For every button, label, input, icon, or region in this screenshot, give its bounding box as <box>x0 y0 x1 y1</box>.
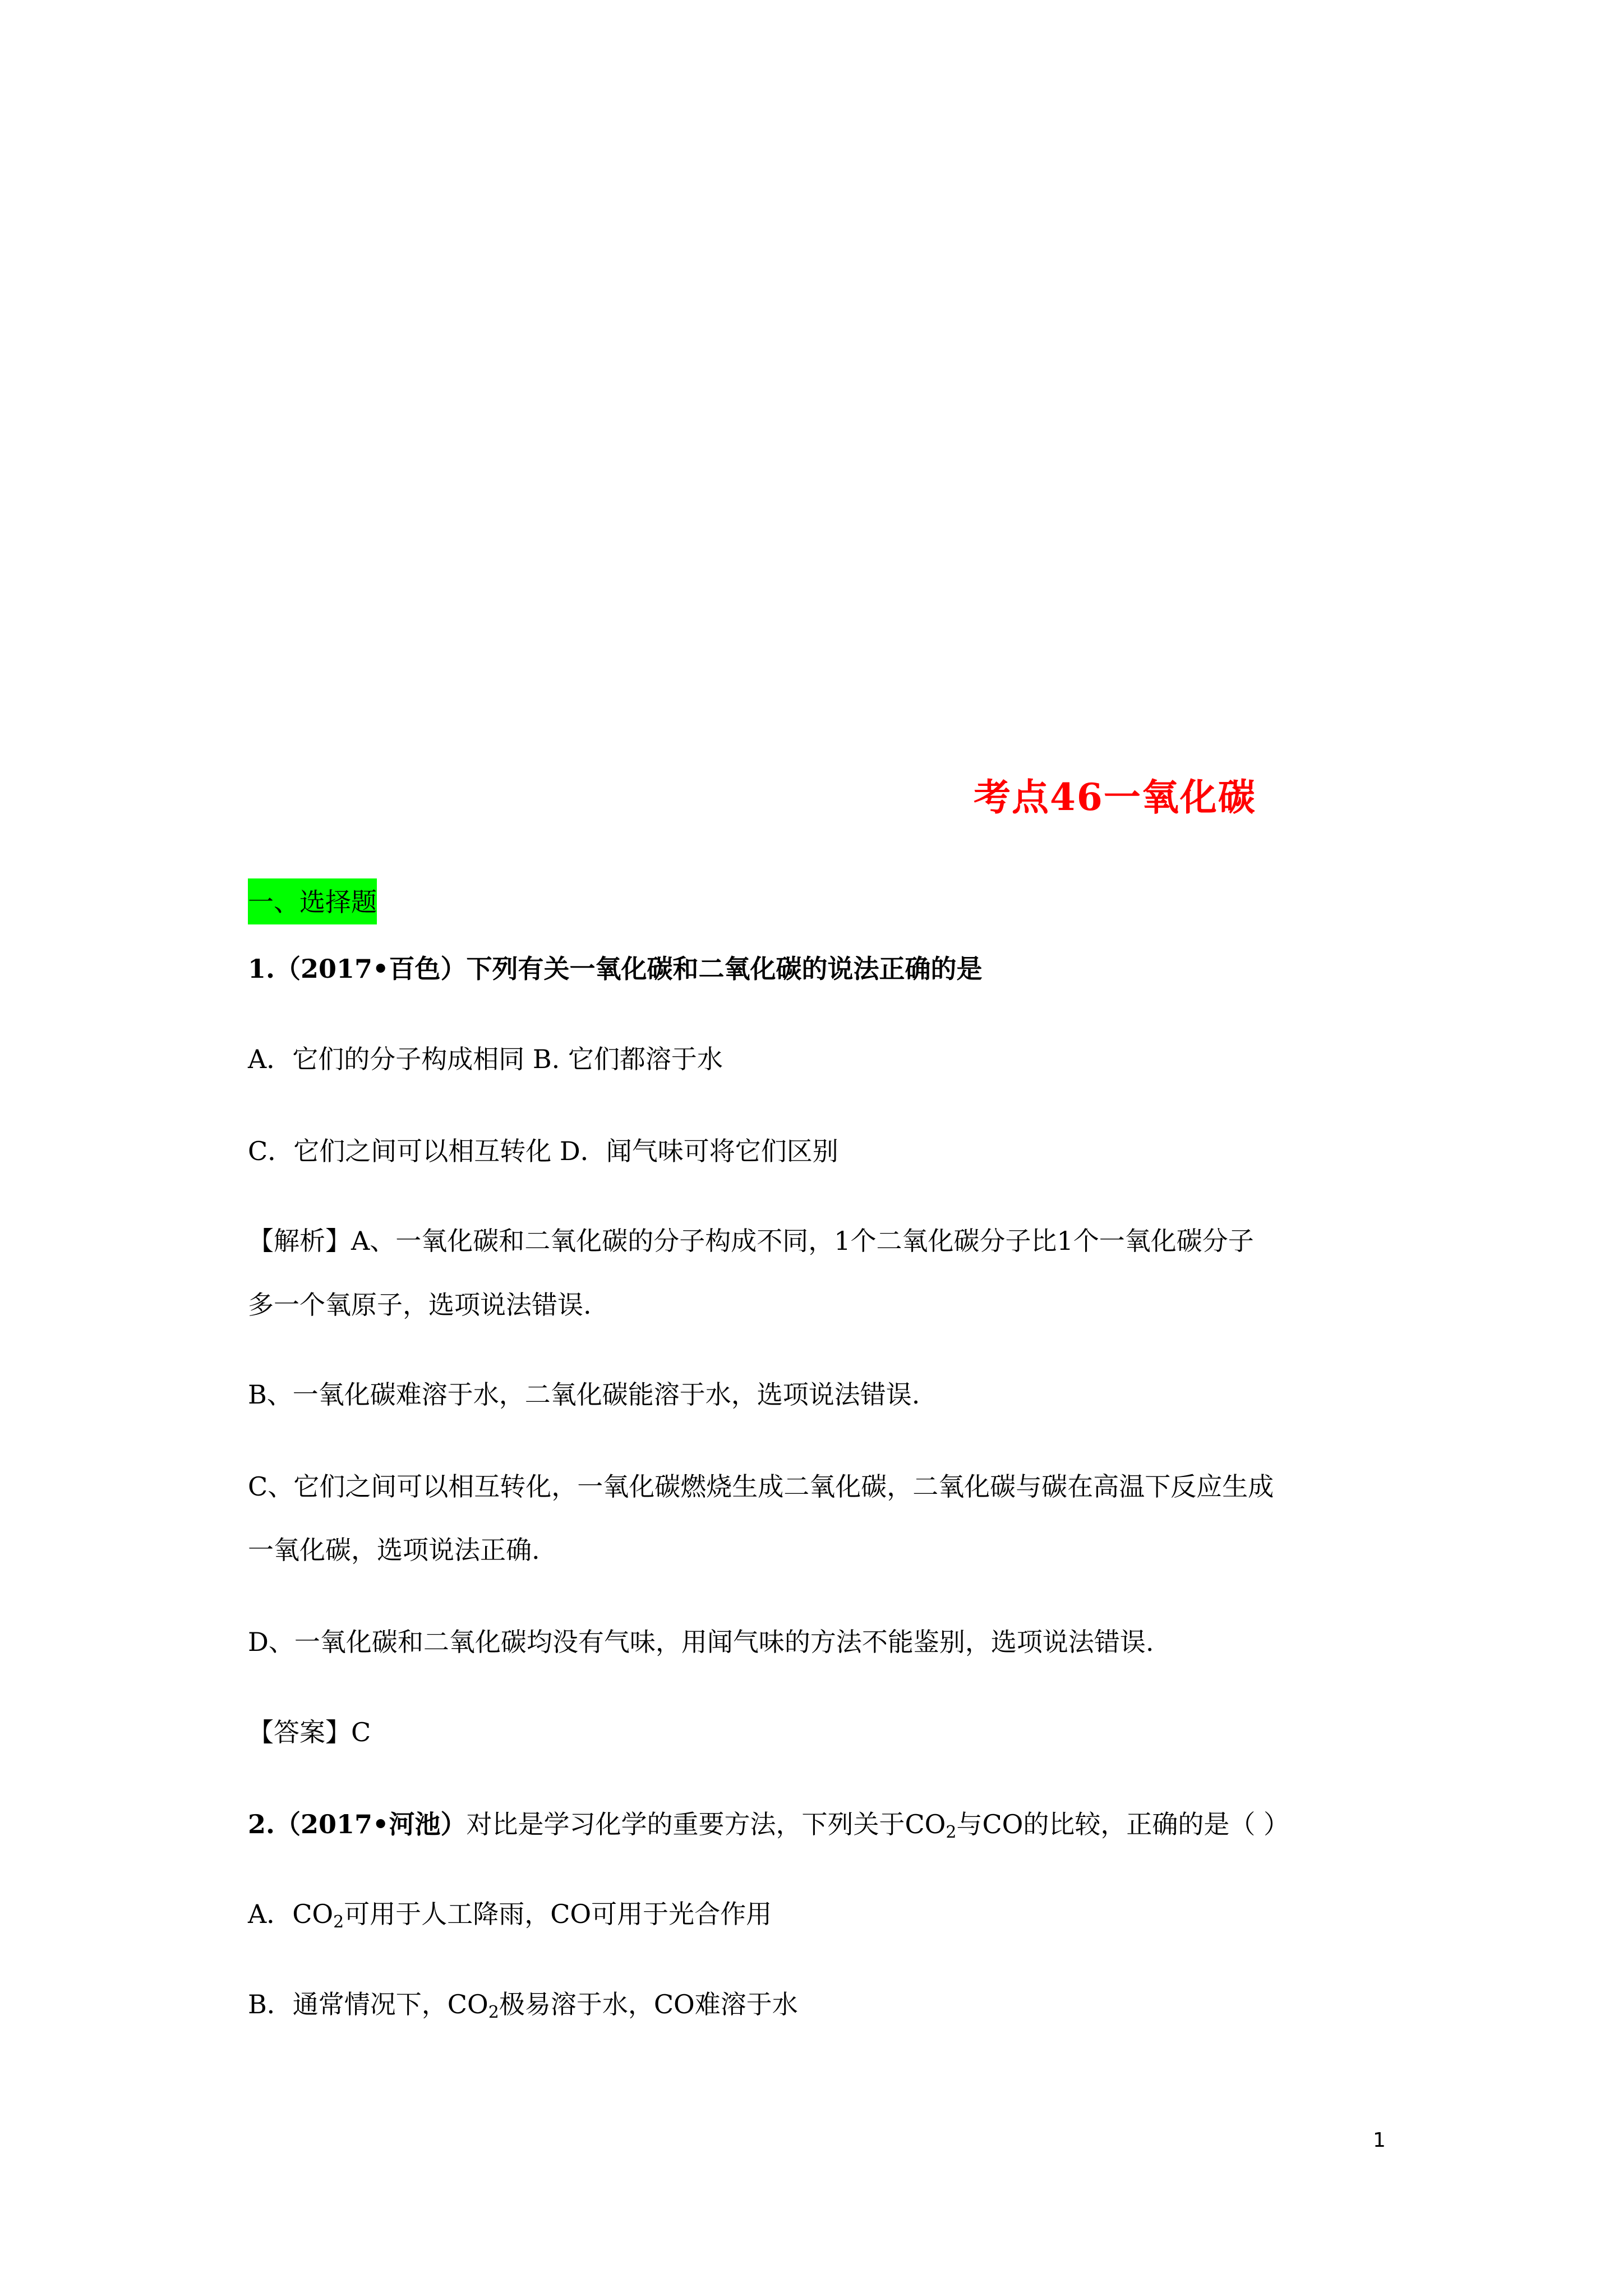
analysis-line-3: B、一氧化碳难溶于水，二氧化碳能溶于水，选项说法错误. <box>248 1379 920 1410</box>
question-text-part-2: 与CO的比较，正确的是（ ） <box>956 1809 1290 1839</box>
question-1-options-ab: A．它们的分子构成相同 B. 它们都溶于水 <box>248 1044 723 1074</box>
option-b-part-2: 极易溶于水，CO难溶于水 <box>499 1989 798 2019</box>
question-number: 1. <box>248 954 275 984</box>
question-source: （2017•河池） <box>275 1809 467 1839</box>
subscript: 2 <box>333 1912 344 1932</box>
question-2-stem <box>248 1807 1289 1841</box>
section-heading: 一、选择题 <box>248 878 377 924</box>
question-number: 2. <box>248 1809 275 1839</box>
analysis-line-1: 【解析】A、一氧化碳和二氧化碳的分子构成不同，1个二氧化碳分子比1个一氧化碳分子 <box>248 1226 1254 1256</box>
subscript: 2 <box>488 2003 499 2022</box>
question-2-option-a <box>248 1897 772 1931</box>
page-number: 1 <box>1373 2129 1386 2152</box>
question-1-stem <box>248 952 982 986</box>
question-text-part-1: 对比是学习化学的重要方法，下列关于CO <box>466 1809 946 1839</box>
option-b-part-1: B．通常情况下，CO <box>248 1989 488 2019</box>
question-1-options-cd: C．它们之间可以相互转化 D．闻气味可将它们区别 <box>248 1136 838 1166</box>
analysis-line-5: 一氧化碳，选项说法正确. <box>248 1535 540 1565</box>
document-title: 考点46一氧化碳 <box>974 775 1256 819</box>
option-a-part-2: 可用于人工降雨，CO可用于光合作用 <box>344 1899 772 1929</box>
question-2-option-b <box>248 1987 798 2021</box>
subscript: 2 <box>946 1823 957 1842</box>
analysis-line-2: 多一个氧原子，选项说法错误. <box>248 1290 592 1320</box>
option-a-part-1: A．CO <box>248 1899 334 1929</box>
analysis-line-6: D、一氧化碳和二氧化碳均没有气味，用闻气味的方法不能鉴别，选项说法错误. <box>248 1627 1154 1657</box>
question-source: （2017•百色） <box>275 954 467 984</box>
question-text: 下列有关一氧化碳和二氧化碳的说法正确的是 <box>466 954 983 984</box>
answer-line: 【答案】C <box>248 1717 371 1747</box>
analysis-line-4: C、它们之间可以相互转化，一氧化碳燃烧生成二氧化碳，二氧化碳与碳在高温下反应生成 <box>248 1471 1274 1502</box>
